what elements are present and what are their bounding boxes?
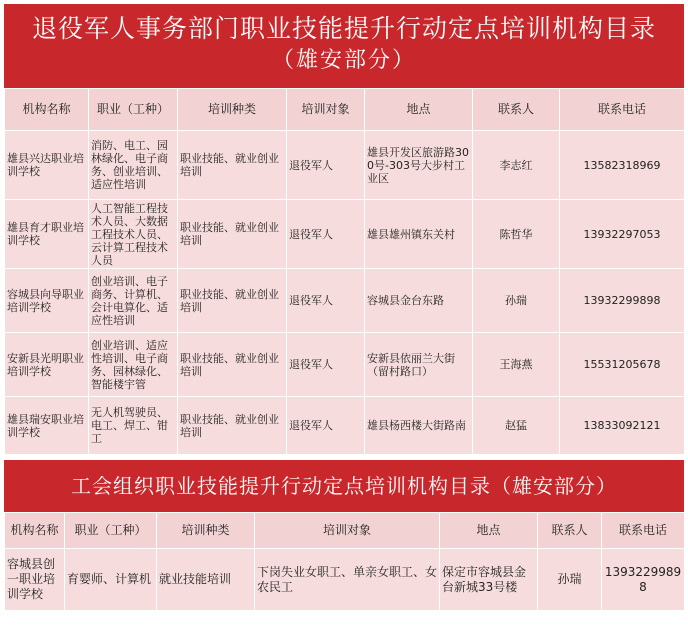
cell-type: 职业技能、就业创业培训 [178,397,287,455]
cell-target: 退役军人 [287,333,365,397]
cell-occupation: 创业培训、适应性培训、电子商务、园林绿化、智能楼宇管 [89,333,178,397]
cell-occupation: 无人机驾驶员、电工、焊工、钳工 [89,397,178,455]
cell-name: 雄县瑞安职业培训学校 [5,397,89,455]
cell-phone: 13932297053 [560,200,685,269]
table-row [5,200,685,269]
cell-target: 下岗失业女职工、单亲女职工、女农民工 [255,549,440,611]
cell-contact: 李志红 [473,131,560,200]
cell-contact: 陈哲华 [473,200,560,269]
cell-target: 退役军人 [287,397,365,455]
header-location: 地点 [365,89,473,131]
cell-type: 职业技能、就业创业培训 [178,269,287,333]
header-type: 培训种类 [157,513,255,549]
cell-location: 雄县雄州镇东关村 [365,200,473,269]
veterans-subtitle: （雄安部分） [271,48,416,73]
cell-location: 雄县杨西楼大街路南 [365,397,473,455]
union-directory-section [4,460,684,611]
veterans-title-banner [4,4,684,88]
table-row [5,397,685,455]
cell-contact: 王海燕 [473,333,560,397]
cell-name: 雄县兴达职业培训学校 [5,131,89,200]
cell-phone: 13582318969 [560,131,685,200]
cell-contact: 赵猛 [473,397,560,455]
cell-contact: 孙瑞 [538,549,602,611]
cell-occupation: 消防、电工、园林绿化、电子商务、创业培训、适应性培训 [89,131,178,200]
union-title: 工会组织职业技能提升行动定点培训机构目录（雄安部分） [71,474,617,498]
cell-type: 就业技能培训 [157,549,255,611]
cell-target: 退役军人 [287,200,365,269]
header-phone: 联系电话 [560,89,685,131]
cell-phone: 13833092121 [560,397,685,455]
table-row [5,131,685,200]
veterans-table [4,88,685,455]
cell-location: 安新县依丽兰大街（留村路口） [365,333,473,397]
header-location: 地点 [440,513,538,549]
cell-name: 容城县向导职业培训学校 [5,269,89,333]
table-header-row [5,89,685,131]
header-name: 机构名称 [5,89,89,131]
table-header-row [5,513,685,549]
cell-contact: 孙瑞 [473,269,560,333]
header-type: 培训种类 [178,89,287,131]
table-row [5,269,685,333]
table-row [5,549,685,611]
cell-occupation: 人工智能工程技术人员、大数据工程技术人员、云计算工程技术人员 [89,200,178,269]
header-target: 培训对象 [287,89,365,131]
cell-location: 雄县开发区旅游路300号-303号大步村工业区 [365,131,473,200]
cell-type: 职业技能、就业创业培训 [178,200,287,269]
cell-occupation: 育婴师、计算机 [65,549,157,611]
cell-name: 容城县创一职业培训学校 [5,549,65,611]
union-title-banner [4,460,684,512]
cell-phone: 15531205678 [560,333,685,397]
header-phone: 联系电话 [602,513,685,549]
header-contact: 联系人 [473,89,560,131]
cell-phone: 13932299898 [560,269,685,333]
header-name: 机构名称 [5,513,65,549]
cell-type: 职业技能、就业创业培训 [178,333,287,397]
cell-phone: 13932299898 [602,549,685,611]
veterans-directory-section [4,4,684,455]
header-target: 培训对象 [255,513,440,549]
cell-target: 退役军人 [287,131,365,200]
cell-type: 职业技能、就业创业培训 [178,131,287,200]
cell-location: 容城县金台东路 [365,269,473,333]
cell-name: 安新县光明职业培训学校 [5,333,89,397]
table-row [5,333,685,397]
header-contact: 联系人 [538,513,602,549]
veterans-title: 退役军人事务部门职业技能提升行动定点培训机构目录 [31,14,656,43]
cell-occupation: 创业培训、电子商务、计算机、会计电算化、适应性培训 [89,269,178,333]
header-occupation: 职业（工种） [65,513,157,549]
cell-location: 保定市容城县金台新城33号楼 [440,549,538,611]
union-table [4,512,685,611]
cell-target: 退役军人 [287,269,365,333]
header-occupation: 职业（工种） [89,89,178,131]
cell-name: 雄县育才职业培训学校 [5,200,89,269]
